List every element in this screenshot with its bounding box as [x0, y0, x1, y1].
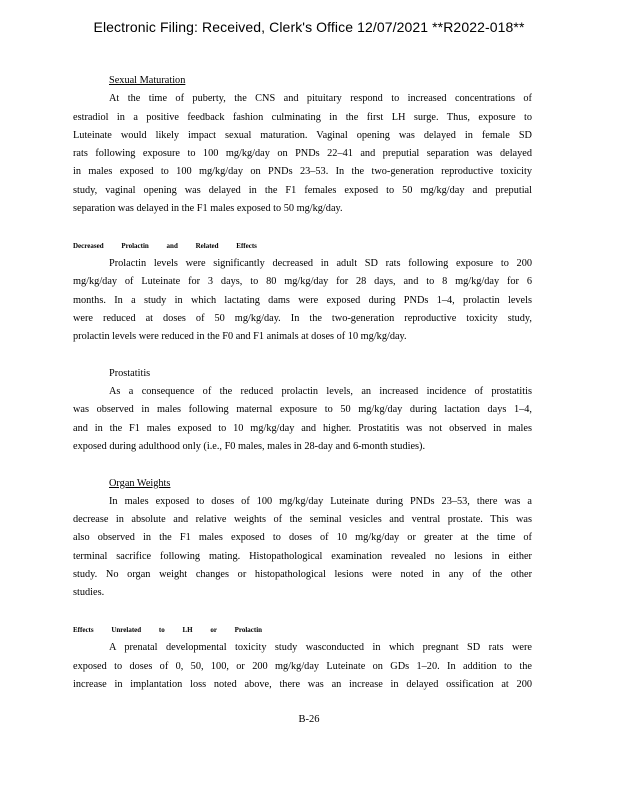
section-paragraph — [73, 255, 532, 346]
section-gap — [73, 603, 532, 621]
paragraph-line: was observed in males following maternal exposure to 50 mg/kg/day during lactation days 1–4, — [73, 404, 532, 416]
paragraph-line: As a consequence of the reduced prolactin levels, an increased incidence of prostatitis — [109, 386, 532, 398]
section-paragraph — [73, 493, 532, 603]
section-heading: Organ Weights — [109, 477, 171, 489]
section-gap — [73, 346, 532, 364]
paragraph-line: terminal sacrifice following mating. Histopathological examination revealed no lesions in either — [73, 550, 532, 562]
paragraph-line: rats following exposure to 100 mg/kg/day on PNDs 22–41 and preputial separation was delayed — [73, 148, 532, 160]
section-paragraph — [73, 90, 532, 218]
paragraph-line: exposed during adulthood only (i.e., F0 males, males in 28-day and 6-month studies). — [73, 440, 426, 452]
section-organ-weights — [73, 475, 532, 603]
paragraph-line: exposed to doses of 0, 50, 100, or 200 mg/kg/day Luteinate on GDs 1–20. In addition to the — [73, 660, 532, 672]
paragraph-line: decrease in absolute and relative weights of the seminal vesicles and ventral prostate. This was — [73, 514, 532, 526]
filing-header: Electronic Filing: Received, Clerk's Office 12/07/2021 **R2022-018** — [93, 19, 525, 35]
section-decreased-prolactin — [73, 237, 532, 347]
paragraph-line: Prolactin levels were significantly decreased in adult SD rats following exposure to 200 — [109, 257, 532, 269]
paragraph-line: A prenatal developmental toxicity study wasconducted in which pregnant SD rats were — [109, 642, 532, 654]
section-heading: Sexual Maturation — [109, 75, 186, 86]
section-gap — [73, 456, 532, 474]
section-paragraph — [73, 639, 532, 694]
document-body — [73, 72, 532, 694]
section-gap — [73, 218, 532, 236]
paragraph-line: also observed in the F1 males exposed to doses of 10 mg/kg/day or greater at the time of — [73, 532, 532, 544]
section-prostatitis — [73, 365, 532, 456]
section-paragraph — [73, 383, 532, 456]
paragraph-line: mg/kg/day of Luteinate for 3 days, to 80 mg/kg/day for 28 days, and to 8 mg/kg/day for 6 — [73, 276, 532, 288]
paragraph-line: prolactin levels were reduced in the F0 and F1 animals at doses of 10 mg/kg/day. — [73, 331, 407, 343]
section-sexual-maturation — [73, 72, 532, 218]
paragraph-line: separation was delayed in the F1 males exposed to 50 mg/kg/day. — [73, 203, 343, 215]
paragraph-line: months. In a study in which lactating dams were exposed during PNDs 1–4, prolactin levels — [73, 294, 532, 306]
paragraph-line: Luteinate would likely impact sexual maturation. Vaginal opening was delayed in female SD — [73, 129, 532, 141]
section-heading: Prostatitis — [109, 367, 151, 379]
paragraph-line: were reduced at doses of 50 mg/kg/day. In the two-generation reproductive toxicity study, — [73, 312, 532, 324]
paragraph-line: estradiol in a positive feedback fashion culminating in the first LH surge. Thus, exposure to — [73, 111, 532, 123]
paragraph-line: in males exposed to 100 mg/kg/day on PNDs 23–53. In the two-generation reproductive toxicity — [73, 166, 532, 178]
paragraph-line: increase in implantation loss noted above, there was an increase in delayed ossification at 200 — [73, 678, 532, 690]
section-heading: Decreased Prolactin and Related Effects — [73, 241, 257, 250]
paragraph-line: At the time of puberty, the CNS and pituitary respond to increased concentrations of — [109, 93, 532, 105]
page-number: B-26 — [298, 714, 320, 725]
section-heading: Effects Unrelated to LH or Prolactin — [73, 625, 263, 634]
paragraph-line: studies. — [73, 587, 105, 599]
paragraph-line: In males exposed to doses of 100 mg/kg/day Luteinate during PNDs 23–53, there was a — [109, 495, 532, 507]
paragraph-line: study, vaginal opening was delayed in the F1 females exposed to 50 mg/kg/day and preputial — [73, 184, 532, 196]
section-effects-unrelated — [73, 621, 532, 694]
paragraph-line: and in the F1 males exposed to 10 mg/kg/day and higher. Prostatitis was not observed in males — [73, 422, 532, 434]
paragraph-line: study. No organ weight changes or histopathological lesions were noted in any of the other — [73, 569, 532, 581]
